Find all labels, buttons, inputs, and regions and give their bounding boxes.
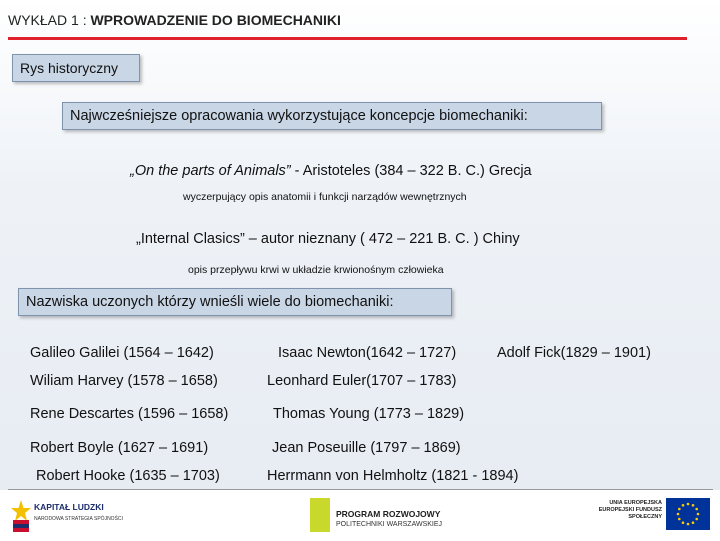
section-box-scientists: Nazwiska uczonych którzy wnieśli wiele do biomechaniki: <box>18 288 452 316</box>
kapital-ludzki-subtitle: NARODOWA STRATEGIA SPÓJNOŚCI <box>34 516 123 522</box>
scientist-fick: Adolf Fick(1829 – 1901) <box>497 345 651 361</box>
program-rozwojowy-subtitle: POLITECHNIKI WARSZAWSKIEJ <box>336 521 443 528</box>
unia-europejska-logo <box>598 494 714 536</box>
unia-europejska-text: UNIA EUROPEJSKA EUROPEJSKI FUNDUSZ SPOŁECZNY <box>598 500 662 520</box>
slide-title-prefix: WYKŁAD 1 : <box>8 12 91 28</box>
work-aristoteles-author: - Aristoteles (384 – 322 B. C.) Grecja <box>290 163 532 179</box>
kapital-ludzki-title: KAPITAŁ LUDZKI <box>34 502 104 512</box>
work-internal-clasics: „Internal Clasics” – autor nieznany ( 472 – 221 B. C. ) Chiny <box>136 231 520 247</box>
kapital-ludzki-logo <box>10 494 136 536</box>
scientist-harvey: Wiliam Harvey (1578 – 1658) <box>30 373 218 389</box>
scientist-galilei: Galileo Galilei (1564 – 1642) <box>30 345 214 361</box>
kapital-ludzki-star-icon <box>10 494 32 536</box>
scientist-boyle: Robert Boyle (1627 – 1691) <box>30 440 209 456</box>
title-underline <box>8 37 687 40</box>
section-box-rys-historyczny: Rys historyczny <box>12 54 140 82</box>
scientist-poseuille: Jean Poseuille (1797 – 1869) <box>272 440 461 456</box>
scientist-euler: Leonhard Euler(1707 – 1783) <box>267 373 457 389</box>
footer-divider <box>8 489 713 490</box>
program-rozwojowy-title: PROGRAM ROZWOJOWY <box>336 509 441 519</box>
slide-title <box>8 12 341 28</box>
program-rozwojowy-emblem-icon <box>310 498 330 532</box>
scientist-young: Thomas Young (1773 – 1829) <box>273 406 465 422</box>
scientist-helmholtz: Herrmann von Helmholtz (1821 - 1894) <box>267 468 519 484</box>
work-aristoteles-description: wyczerpujący opis anatomii i funkcji narządów wewnętrznych <box>183 191 467 203</box>
eu-flag-icon <box>666 498 710 530</box>
section-box-earliest-works: Najwcześniejsze opracowania wykorzystujące koncepcje biomechaniki: <box>62 102 602 130</box>
work-internal-clasics-description: opis przepływu krwi w układzie krwionośnym człowieka <box>188 264 444 276</box>
slide-title-main: WPROWADZENIE DO BIOMECHANIKI <box>90 12 341 28</box>
scientist-descartes: Rene Descartes (1596 – 1658) <box>30 406 229 422</box>
scientist-newton: Isaac Newton(1642 – 1727) <box>278 345 457 361</box>
work-aristoteles <box>130 163 532 179</box>
work-aristoteles-title: „On the parts of Animals” <box>130 163 291 179</box>
scientist-hooke: Robert Hooke (1635 – 1703) <box>36 468 220 484</box>
program-rozwojowy-logo <box>310 496 460 536</box>
